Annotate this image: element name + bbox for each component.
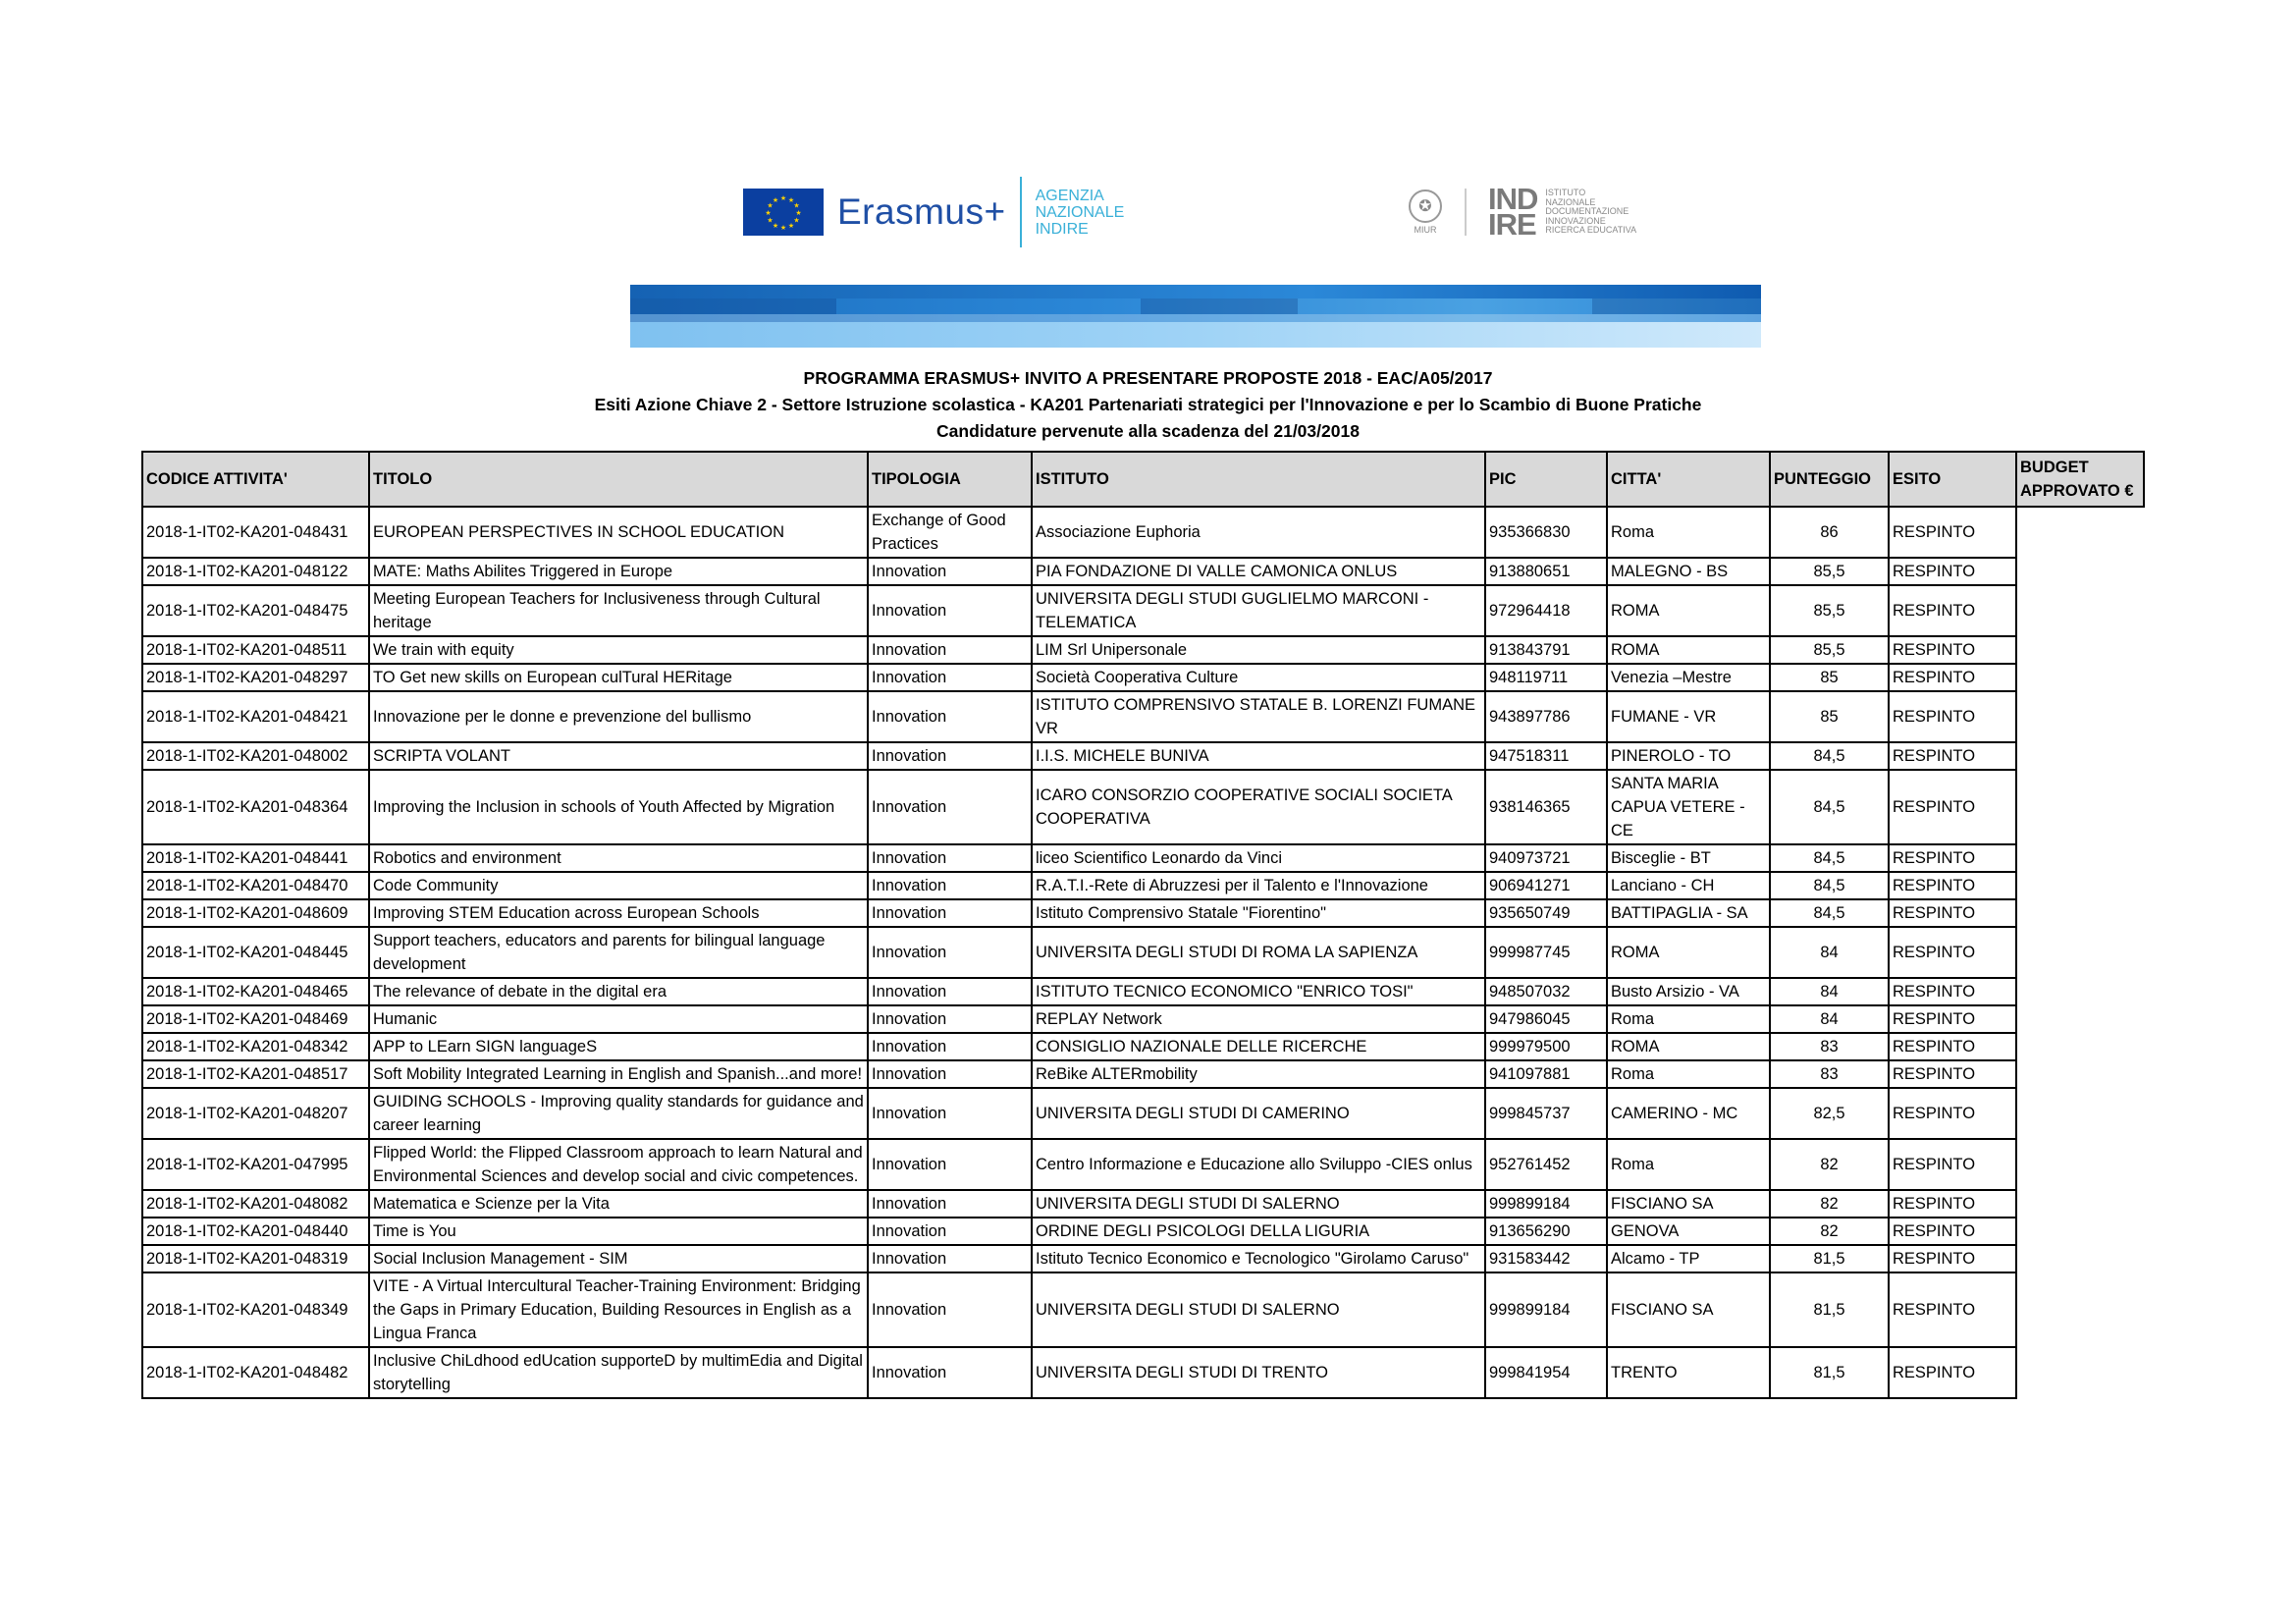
cell-title: Humanic	[369, 1005, 868, 1033]
cell-institute: Associazione Euphoria	[1032, 507, 1485, 558]
cell-city: Venezia –Mestre	[1607, 664, 1770, 691]
table-row	[142, 1272, 2144, 1347]
budget-empty-cell	[2016, 691, 2144, 742]
cell-city: MALEGNO - BS	[1607, 558, 1770, 585]
column-header: CODICE ATTIVITA'	[142, 452, 369, 507]
cell-outcome: RESPINTO	[1889, 636, 2016, 664]
cell-title: Soft Mobility Integrated Learning in English and Spanish...and more!	[369, 1060, 868, 1088]
svg-text:★: ★	[793, 216, 800, 225]
cell-city: ROMA	[1607, 585, 1770, 636]
table-row	[142, 636, 2144, 664]
miur-emblem: ✪ MIUR	[1404, 189, 1447, 235]
budget-empty-cell	[2016, 1190, 2144, 1218]
cell-city: ROMA	[1607, 927, 1770, 978]
cell-code: 2018-1-IT02-KA201-048002	[142, 742, 369, 770]
cell-outcome: RESPINTO	[1889, 1245, 2016, 1272]
cell-institute: ISTITUTO TECNICO ECONOMICO "ENRICO TOSI"	[1032, 978, 1485, 1005]
table-row	[142, 1245, 2144, 1272]
cell-code: 2018-1-IT02-KA201-048609	[142, 899, 369, 927]
cell-outcome: RESPINTO	[1889, 899, 2016, 927]
budget-empty-cell	[2016, 558, 2144, 585]
budget-empty-cell	[2016, 872, 2144, 899]
cell-institute: UNIVERSITA DEGLI STUDI DI CAMERINO	[1032, 1088, 1485, 1139]
indire-full-name: ISTITUTO NAZIONALE DOCUMENTAZIONE INNOVAZIONE RICERCA EDUCATIVA	[1545, 188, 1637, 236]
cell-pic: 913880651	[1485, 558, 1607, 585]
cell-institute: Istituto Tecnico Economico e Tecnologico "Girolamo Caruso"	[1032, 1245, 1485, 1272]
column-header: BUDGET APPROVATO €	[2016, 452, 2144, 507]
cell-title: The relevance of debate in the digital era	[369, 978, 868, 1005]
svg-text:★: ★	[795, 209, 802, 217]
budget-empty-cell	[2016, 1139, 2144, 1190]
cell-title: APP to LEarn SIGN languageS	[369, 1033, 868, 1060]
budget-empty-cell	[2016, 978, 2144, 1005]
cell-score: 85,5	[1770, 558, 1889, 585]
table-row	[142, 1060, 2144, 1088]
cell-code: 2018-1-IT02-KA201-048319	[142, 1245, 369, 1272]
cell-code: 2018-1-IT02-KA201-048297	[142, 664, 369, 691]
header-banner	[630, 285, 1761, 348]
budget-empty-cell	[2016, 927, 2144, 978]
cell-pic: 906941271	[1485, 872, 1607, 899]
budget-empty-cell	[2016, 507, 2144, 558]
eu-flag-icon	[743, 189, 824, 236]
svg-text:★: ★	[793, 201, 800, 210]
cell-city: FUMANE - VR	[1607, 691, 1770, 742]
cell-institute: Società Cooperativa Culture	[1032, 664, 1485, 691]
cell-type: Innovation	[868, 664, 1032, 691]
cell-city: CAMERINO - MC	[1607, 1088, 1770, 1139]
column-header: ISTITUTO	[1032, 452, 1485, 507]
cell-city: Roma	[1607, 1060, 1770, 1088]
cell-code: 2018-1-IT02-KA201-048511	[142, 636, 369, 664]
cell-pic: 935650749	[1485, 899, 1607, 927]
cell-type: Innovation	[868, 1245, 1032, 1272]
budget-empty-cell	[2016, 1218, 2144, 1245]
cell-title: Inclusive ChiLdhood edUcation supporteD by multimEdia and Digital storytelling	[369, 1347, 868, 1398]
table-row	[142, 927, 2144, 978]
cell-city: Roma	[1607, 1139, 1770, 1190]
republic-emblem-icon: ✪	[1409, 189, 1442, 223]
cell-code: 2018-1-IT02-KA201-048475	[142, 585, 369, 636]
column-header: ESITO	[1889, 452, 2016, 507]
cell-outcome: RESPINTO	[1889, 770, 2016, 844]
budget-empty-cell	[2016, 1005, 2144, 1033]
cell-pic: 948119711	[1485, 664, 1607, 691]
cell-outcome: RESPINTO	[1889, 1033, 2016, 1060]
cell-score: 82	[1770, 1190, 1889, 1218]
cell-institute: REPLAY Network	[1032, 1005, 1485, 1033]
cell-pic: 999979500	[1485, 1033, 1607, 1060]
cell-institute: ICARO CONSORZIO COOPERATIVE SOCIALI SOCIETA COOPERATIVA	[1032, 770, 1485, 844]
cell-code: 2018-1-IT02-KA201-048122	[142, 558, 369, 585]
cell-pic: 931583442	[1485, 1245, 1607, 1272]
cell-type: Innovation	[868, 844, 1032, 872]
table-row	[142, 1005, 2144, 1033]
cell-outcome: RESPINTO	[1889, 1272, 2016, 1347]
cell-score: 84,5	[1770, 770, 1889, 844]
cell-institute: CONSIGLIO NAZIONALE DELLE RICERCHE	[1032, 1033, 1485, 1060]
cell-pic: 999841954	[1485, 1347, 1607, 1398]
cell-code: 2018-1-IT02-KA201-048517	[142, 1060, 369, 1088]
cell-institute: ReBike ALTERmobility	[1032, 1060, 1485, 1088]
cell-title: Flipped World: the Flipped Classroom approach to learn Natural and Environmental Sciences and develop social and civic competences.	[369, 1139, 868, 1190]
svg-text:★: ★	[765, 209, 772, 217]
cell-code: 2018-1-IT02-KA201-048470	[142, 872, 369, 899]
cell-institute: UNIVERSITA DEGLI STUDI DI SALERNO	[1032, 1190, 1485, 1218]
column-header: TITOLO	[369, 452, 868, 507]
cell-outcome: RESPINTO	[1889, 691, 2016, 742]
cell-outcome: RESPINTO	[1889, 1060, 2016, 1088]
cell-type: Innovation	[868, 1005, 1032, 1033]
cell-pic: 999845737	[1485, 1088, 1607, 1139]
cell-outcome: RESPINTO	[1889, 1190, 2016, 1218]
cell-score: 81,5	[1770, 1245, 1889, 1272]
cell-pic: 943897786	[1485, 691, 1607, 742]
cell-score: 81,5	[1770, 1272, 1889, 1347]
table-row	[142, 978, 2144, 1005]
cell-code: 2018-1-IT02-KA201-048431	[142, 507, 369, 558]
results-table	[141, 451, 2145, 1399]
cell-type: Innovation	[868, 770, 1032, 844]
budget-empty-cell	[2016, 1033, 2144, 1060]
cell-code: 2018-1-IT02-KA201-048421	[142, 691, 369, 742]
cell-type: Innovation	[868, 1088, 1032, 1139]
budget-empty-cell	[2016, 742, 2144, 770]
cell-score: 84,5	[1770, 742, 1889, 770]
svg-text:★: ★	[779, 224, 787, 232]
cell-pic: 999987745	[1485, 927, 1607, 978]
cell-outcome: RESPINTO	[1889, 742, 2016, 770]
column-header: PUNTEGGIO	[1770, 452, 1889, 507]
table-row	[142, 1218, 2144, 1245]
cell-city: Alcamo - TP	[1607, 1245, 1770, 1272]
cell-type: Innovation	[868, 558, 1032, 585]
cell-score: 86	[1770, 507, 1889, 558]
cell-outcome: RESPINTO	[1889, 872, 2016, 899]
cell-pic: 947986045	[1485, 1005, 1607, 1033]
cell-score: 85,5	[1770, 636, 1889, 664]
cell-code: 2018-1-IT02-KA201-048445	[142, 927, 369, 978]
cell-city: BATTIPAGLIA - SA	[1607, 899, 1770, 927]
cell-institute: ISTITUTO COMPRENSIVO STATALE B. LORENZI FUMANE VR	[1032, 691, 1485, 742]
svg-text:★: ★	[767, 201, 774, 210]
cell-title: Robotics and environment	[369, 844, 868, 872]
cell-city: FISCIANO SA	[1607, 1190, 1770, 1218]
cell-outcome: RESPINTO	[1889, 664, 2016, 691]
table-row	[142, 507, 2144, 558]
cell-score: 82	[1770, 1218, 1889, 1245]
cell-code: 2018-1-IT02-KA201-048465	[142, 978, 369, 1005]
cell-type: Innovation	[868, 872, 1032, 899]
cell-score: 85,5	[1770, 585, 1889, 636]
cell-code: 2018-1-IT02-KA201-048441	[142, 844, 369, 872]
cell-city: Lanciano - CH	[1607, 872, 1770, 899]
column-header: CITTA'	[1607, 452, 1770, 507]
cell-code: 2018-1-IT02-KA201-048440	[142, 1218, 369, 1245]
indire-mark: IND IRE	[1488, 182, 1538, 242]
cell-institute: I.I.S. MICHELE BUNIVA	[1032, 742, 1485, 770]
cell-title: Improving the Inclusion in schools of Youth Affected by Migration	[369, 770, 868, 844]
cell-pic: 948507032	[1485, 978, 1607, 1005]
table-row	[142, 558, 2144, 585]
cell-score: 84,5	[1770, 872, 1889, 899]
cell-type: Innovation	[868, 1272, 1032, 1347]
table-row	[142, 1347, 2144, 1398]
svg-text:★: ★	[787, 196, 795, 204]
cell-type: Innovation	[868, 899, 1032, 927]
svg-text:★: ★	[772, 196, 779, 204]
cell-score: 82,5	[1770, 1088, 1889, 1139]
program-title: PROGRAMMA ERASMUS+ INVITO A PRESENTARE PROPOSTE 2018 - EAC/A05/2017	[803, 368, 1493, 388]
cell-outcome: RESPINTO	[1889, 1139, 2016, 1190]
table-row	[142, 899, 2144, 927]
cell-score: 84	[1770, 1005, 1889, 1033]
cell-pic: 947518311	[1485, 742, 1607, 770]
document-titles	[0, 365, 2296, 445]
cell-code: 2018-1-IT02-KA201-048082	[142, 1190, 369, 1218]
cell-city: Bisceglie - BT	[1607, 844, 1770, 872]
cell-type: Exchange of Good Practices	[868, 507, 1032, 558]
cell-city: FISCIANO SA	[1607, 1272, 1770, 1347]
cell-title: Support teachers, educators and parents for bilingual language development	[369, 927, 868, 978]
logo-divider	[1465, 189, 1467, 236]
cell-institute: UNIVERSITA DEGLI STUDI DI SALERNO	[1032, 1272, 1485, 1347]
budget-empty-cell	[2016, 899, 2144, 927]
cell-pic: 938146365	[1485, 770, 1607, 844]
cell-outcome: RESPINTO	[1889, 1347, 2016, 1398]
cell-type: Innovation	[868, 1218, 1032, 1245]
table-row	[142, 1190, 2144, 1218]
cell-type: Innovation	[868, 927, 1032, 978]
column-header: TIPOLOGIA	[868, 452, 1032, 507]
svg-text:★: ★	[772, 222, 779, 230]
cell-type: Innovation	[868, 1139, 1032, 1190]
cell-title: Matematica e Scienze per la Vita	[369, 1190, 868, 1218]
cell-title: Meeting European Teachers for Inclusiveness through Cultural heritage	[369, 585, 868, 636]
erasmus-wordmark: Erasmus+	[837, 191, 1006, 232]
table-row	[142, 585, 2144, 636]
cell-outcome: RESPINTO	[1889, 558, 2016, 585]
cell-title: EUROPEAN PERSPECTIVES IN SCHOOL EDUCATION	[369, 507, 868, 558]
cell-institute: LIM Srl Unipersonale	[1032, 636, 1485, 664]
cell-city: TRENTO	[1607, 1347, 1770, 1398]
cell-pic: 913843791	[1485, 636, 1607, 664]
cell-city: ROMA	[1607, 1033, 1770, 1060]
cell-outcome: RESPINTO	[1889, 1088, 2016, 1139]
cell-code: 2018-1-IT02-KA201-048469	[142, 1005, 369, 1033]
cell-score: 84	[1770, 927, 1889, 978]
cell-type: Innovation	[868, 1190, 1032, 1218]
cell-outcome: RESPINTO	[1889, 844, 2016, 872]
cell-score: 81,5	[1770, 1347, 1889, 1398]
cell-score: 85	[1770, 691, 1889, 742]
budget-empty-cell	[2016, 1245, 2144, 1272]
budget-empty-cell	[2016, 844, 2144, 872]
cell-institute: Centro Informazione e Educazione allo Sviluppo -CIES onlus	[1032, 1139, 1485, 1190]
budget-empty-cell	[2016, 770, 2144, 844]
svg-text:★: ★	[767, 216, 774, 225]
budget-empty-cell	[2016, 585, 2144, 636]
cell-city: Busto Arsizio - VA	[1607, 978, 1770, 1005]
cell-code: 2018-1-IT02-KA201-048342	[142, 1033, 369, 1060]
indire-logo	[1404, 182, 1637, 242]
budget-empty-cell	[2016, 1347, 2144, 1398]
budget-empty-cell	[2016, 1088, 2144, 1139]
svg-text:★: ★	[787, 222, 795, 230]
svg-text:★: ★	[779, 194, 787, 202]
table-row	[142, 742, 2144, 770]
table-row	[142, 664, 2144, 691]
cell-city: PINEROLO - TO	[1607, 742, 1770, 770]
action-title: Esiti Azione Chiave 2 - Settore Istruzione scolastica - KA201 Partenariati strategici per l'Innovazione e per lo Scambio di Buone Pratiche	[594, 395, 1702, 414]
budget-empty-cell	[2016, 636, 2144, 664]
cell-title: VITE - A Virtual Intercultural Teacher-Training Environment: Bridging the Gaps in Primary Education, Building Resources in English as a Lingua Franca	[369, 1272, 868, 1347]
table-row	[142, 770, 2144, 844]
cell-institute: UNIVERSITA DEGLI STUDI GUGLIELMO MARCONI - TELEMATICA	[1032, 585, 1485, 636]
cell-pic: 913656290	[1485, 1218, 1607, 1245]
cell-outcome: RESPINTO	[1889, 585, 2016, 636]
cell-type: Innovation	[868, 585, 1032, 636]
table-row	[142, 1033, 2144, 1060]
erasmus-logo	[743, 177, 1124, 247]
cell-score: 83	[1770, 1060, 1889, 1088]
cell-title: MATE: Maths Abilites Triggered in Europe	[369, 558, 868, 585]
table-header-row	[142, 452, 2144, 507]
cell-code: 2018-1-IT02-KA201-048207	[142, 1088, 369, 1139]
budget-empty-cell	[2016, 664, 2144, 691]
cell-code: 2018-1-IT02-KA201-048482	[142, 1347, 369, 1398]
table-row	[142, 691, 2144, 742]
cell-institute: liceo Scientifico Leonardo da Vinci	[1032, 844, 1485, 872]
cell-institute: ORDINE DEGLI PSICOLOGI DELLA LIGURIA	[1032, 1218, 1485, 1245]
cell-outcome: RESPINTO	[1889, 1218, 2016, 1245]
cell-type: Innovation	[868, 1033, 1032, 1060]
table-row	[142, 1139, 2144, 1190]
cell-score: 84,5	[1770, 844, 1889, 872]
cell-title: Improving STEM Education across European Schools	[369, 899, 868, 927]
table-row	[142, 872, 2144, 899]
cell-score: 85	[1770, 664, 1889, 691]
table-row	[142, 844, 2144, 872]
cell-code: 2018-1-IT02-KA201-048364	[142, 770, 369, 844]
cell-title: Time is You	[369, 1218, 868, 1245]
cell-institute: R.A.T.I.-Rete di Abruzzesi per il Talento e l'Innovazione	[1032, 872, 1485, 899]
cell-outcome: RESPINTO	[1889, 978, 2016, 1005]
cell-code: 2018-1-IT02-KA201-048349	[142, 1272, 369, 1347]
cell-title: We train with equity	[369, 636, 868, 664]
budget-empty-cell	[2016, 1060, 2144, 1088]
cell-institute: PIA FONDAZIONE DI VALLE CAMONICA ONLUS	[1032, 558, 1485, 585]
budget-empty-cell	[2016, 1272, 2144, 1347]
cell-city: GENOVA	[1607, 1218, 1770, 1245]
column-header: PIC	[1485, 452, 1607, 507]
cell-city: Roma	[1607, 1005, 1770, 1033]
cell-city: ROMA	[1607, 636, 1770, 664]
cell-pic: 952761452	[1485, 1139, 1607, 1190]
cell-score: 84,5	[1770, 899, 1889, 927]
cell-pic: 972964418	[1485, 585, 1607, 636]
cell-title: Code Community	[369, 872, 868, 899]
cell-outcome: RESPINTO	[1889, 1005, 2016, 1033]
agency-name: AGENZIA NAZIONALE INDIRE	[1035, 187, 1125, 238]
cell-score: 84	[1770, 978, 1889, 1005]
cell-type: Innovation	[868, 1060, 1032, 1088]
cell-institute: UNIVERSITA DEGLI STUDI DI TRENTO	[1032, 1347, 1485, 1398]
cell-type: Innovation	[868, 742, 1032, 770]
cell-score: 82	[1770, 1139, 1889, 1190]
table-row	[142, 1088, 2144, 1139]
cell-title: GUIDING SCHOOLS - Improving quality standards for guidance and career learning	[369, 1088, 868, 1139]
cell-institute: Istituto Comprensivo Statale "Fiorentino"	[1032, 899, 1485, 927]
cell-outcome: RESPINTO	[1889, 507, 2016, 558]
cell-city: Roma	[1607, 507, 1770, 558]
cell-city: SANTA MARIA CAPUA VETERE - CE	[1607, 770, 1770, 844]
cell-pic: 940973721	[1485, 844, 1607, 872]
cell-score: 83	[1770, 1033, 1889, 1060]
cell-type: Innovation	[868, 978, 1032, 1005]
cell-title: SCRIPTA VOLANT	[369, 742, 868, 770]
cell-pic: 999899184	[1485, 1272, 1607, 1347]
cell-pic: 935366830	[1485, 507, 1607, 558]
cell-institute: UNIVERSITA DEGLI STUDI DI ROMA LA SAPIENZA	[1032, 927, 1485, 978]
logo-divider	[1020, 177, 1022, 247]
cell-title: TO Get new skills on European culTural HERitage	[369, 664, 868, 691]
cell-outcome: RESPINTO	[1889, 927, 2016, 978]
cell-code: 2018-1-IT02-KA201-047995	[142, 1139, 369, 1190]
cell-title: Social Inclusion Management - SIM	[369, 1245, 868, 1272]
cell-pic: 941097881	[1485, 1060, 1607, 1088]
cell-type: Innovation	[868, 1347, 1032, 1398]
deadline-title: Candidature pervenute alla scadenza del 21/03/2018	[936, 421, 1360, 441]
cell-type: Innovation	[868, 636, 1032, 664]
cell-title: Innovazione per le donne e prevenzione del bullismo	[369, 691, 868, 742]
cell-type: Innovation	[868, 691, 1032, 742]
cell-pic: 999899184	[1485, 1190, 1607, 1218]
